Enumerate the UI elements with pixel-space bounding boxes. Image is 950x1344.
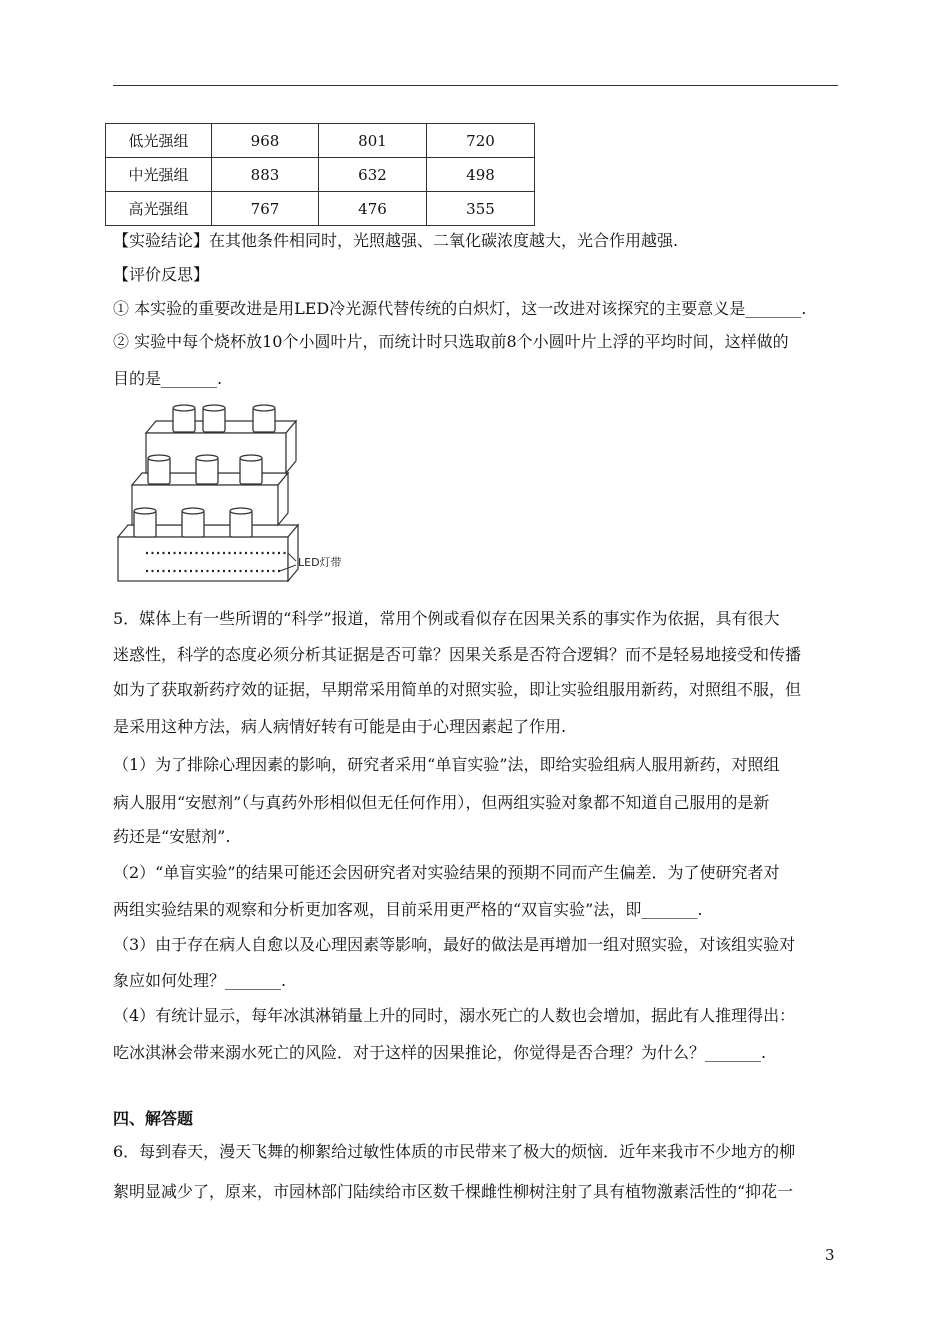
header-rule xyxy=(113,85,838,86)
q5-part-1-line-3: 药还是“安慰剂”. xyxy=(113,827,231,846)
q6-line-2: 絮明显减少了，原来，市园林部门陆续给市区数千棵雌性柳树注射了具有植物激素活性的“抑花一 xyxy=(113,1182,794,1201)
q5-part-3-line-2: 象应如何处理？_______. xyxy=(113,971,287,990)
q5-part-1-line-1: （1）为了排除心理因素的影响，研究者采用“单盲实验”法，即给实验组病人服用新药，对照组 xyxy=(113,755,780,774)
table-cell: 高光强组 xyxy=(106,192,212,226)
table-row xyxy=(106,192,535,226)
table-cell: 476 xyxy=(319,192,427,226)
section-4-title: 四、解答题 xyxy=(113,1109,194,1128)
table-cell: 632 xyxy=(319,158,427,192)
q5-part-2-line-1: （2）“单盲实验”的结果可能还会因研究者对实验结果的预期不同而产生偏差．为了使研究者对 xyxy=(113,863,780,882)
table-cell: 767 xyxy=(212,192,319,226)
q5-part-2-line-2: 两组实验结果的观察和分析更加客观，目前采用更严格的“双盲实验”法，即_______. xyxy=(113,900,703,919)
q5-line-2: 迷惑性，科学的态度必须分析其证据是否可靠？因果关系是否符合逻辑？而不是轻易地接受和传播 xyxy=(113,645,802,664)
q5-line-3: 如为了获取新药疗效的证据，早期常采用简单的对照实验，即让实验组服用新药，对照组不服，但 xyxy=(113,680,802,699)
table-cell: 355 xyxy=(427,192,535,226)
table-cell: 低光强组 xyxy=(106,124,212,158)
results-table xyxy=(105,123,535,226)
q5-part-4-line-2: 吃冰淇淋会带来溺水死亡的风险．对于这样的因果推论，你觉得是否合理？为什么？_______. xyxy=(113,1043,767,1062)
table-cell: 498 xyxy=(427,158,535,192)
q5-line-1: 5．媒体上有一些所谓的“科学”报道，常用个例或看似存在因果关系的事实作为依据，具有很大 xyxy=(113,609,780,628)
question-2-line-2: 目的是_______. xyxy=(113,369,223,388)
table-cell: 801 xyxy=(319,124,427,158)
table-cell: 中光强组 xyxy=(106,158,212,192)
table-row xyxy=(106,124,535,158)
page-number: 3 xyxy=(825,1246,835,1264)
table-cell: 968 xyxy=(212,124,319,158)
question-1: ① 本实验的重要改进是用LED冷光源代替传统的白炽灯，这一改进对该探究的主要意义是_______. xyxy=(113,299,807,318)
conclusion-text: 【实验结论】在其他条件相同时，光照越强、二氧化碳浓度越大，光合作用越强. xyxy=(113,231,679,250)
question-2-line-1: ② 实验中每个烧杯放10个小圆叶片，而统计时只选取前8个小圆叶片上浮的平均时间，这样做的 xyxy=(113,332,789,351)
led-strip-label: LED灯带 xyxy=(298,556,342,569)
q5-part-4-line-1: （4）有统计显示，每年冰淇淋销量上升的同时，溺水死亡的人数也会增加，据此有人推理得出： xyxy=(113,1006,796,1025)
reflection-title: 【评价反思】 xyxy=(113,265,210,284)
table-row xyxy=(106,158,535,192)
led-shelf-figure xyxy=(110,395,370,590)
q5-part-3-line-1: （3）由于存在病人自愈以及心理因素等影响，最好的做法是再增加一组对照实验，对该组实验对 xyxy=(113,935,796,954)
table-cell: 883 xyxy=(212,158,319,192)
q5-part-1-line-2: 病人服用“安慰剂”（与真药外形相似但无任何作用），但两组实验对象都不知道自己服用的是新 xyxy=(113,793,770,812)
q6-line-1: 6．每到春天，漫天飞舞的柳絮给过敏性体质的市民带来了极大的烦恼．近年来我市不少地方的柳 xyxy=(113,1142,796,1161)
table-cell: 720 xyxy=(427,124,535,158)
q5-line-4: 是采用这种方法，病人病情好转有可能是由于心理因素起了作用. xyxy=(113,717,567,736)
